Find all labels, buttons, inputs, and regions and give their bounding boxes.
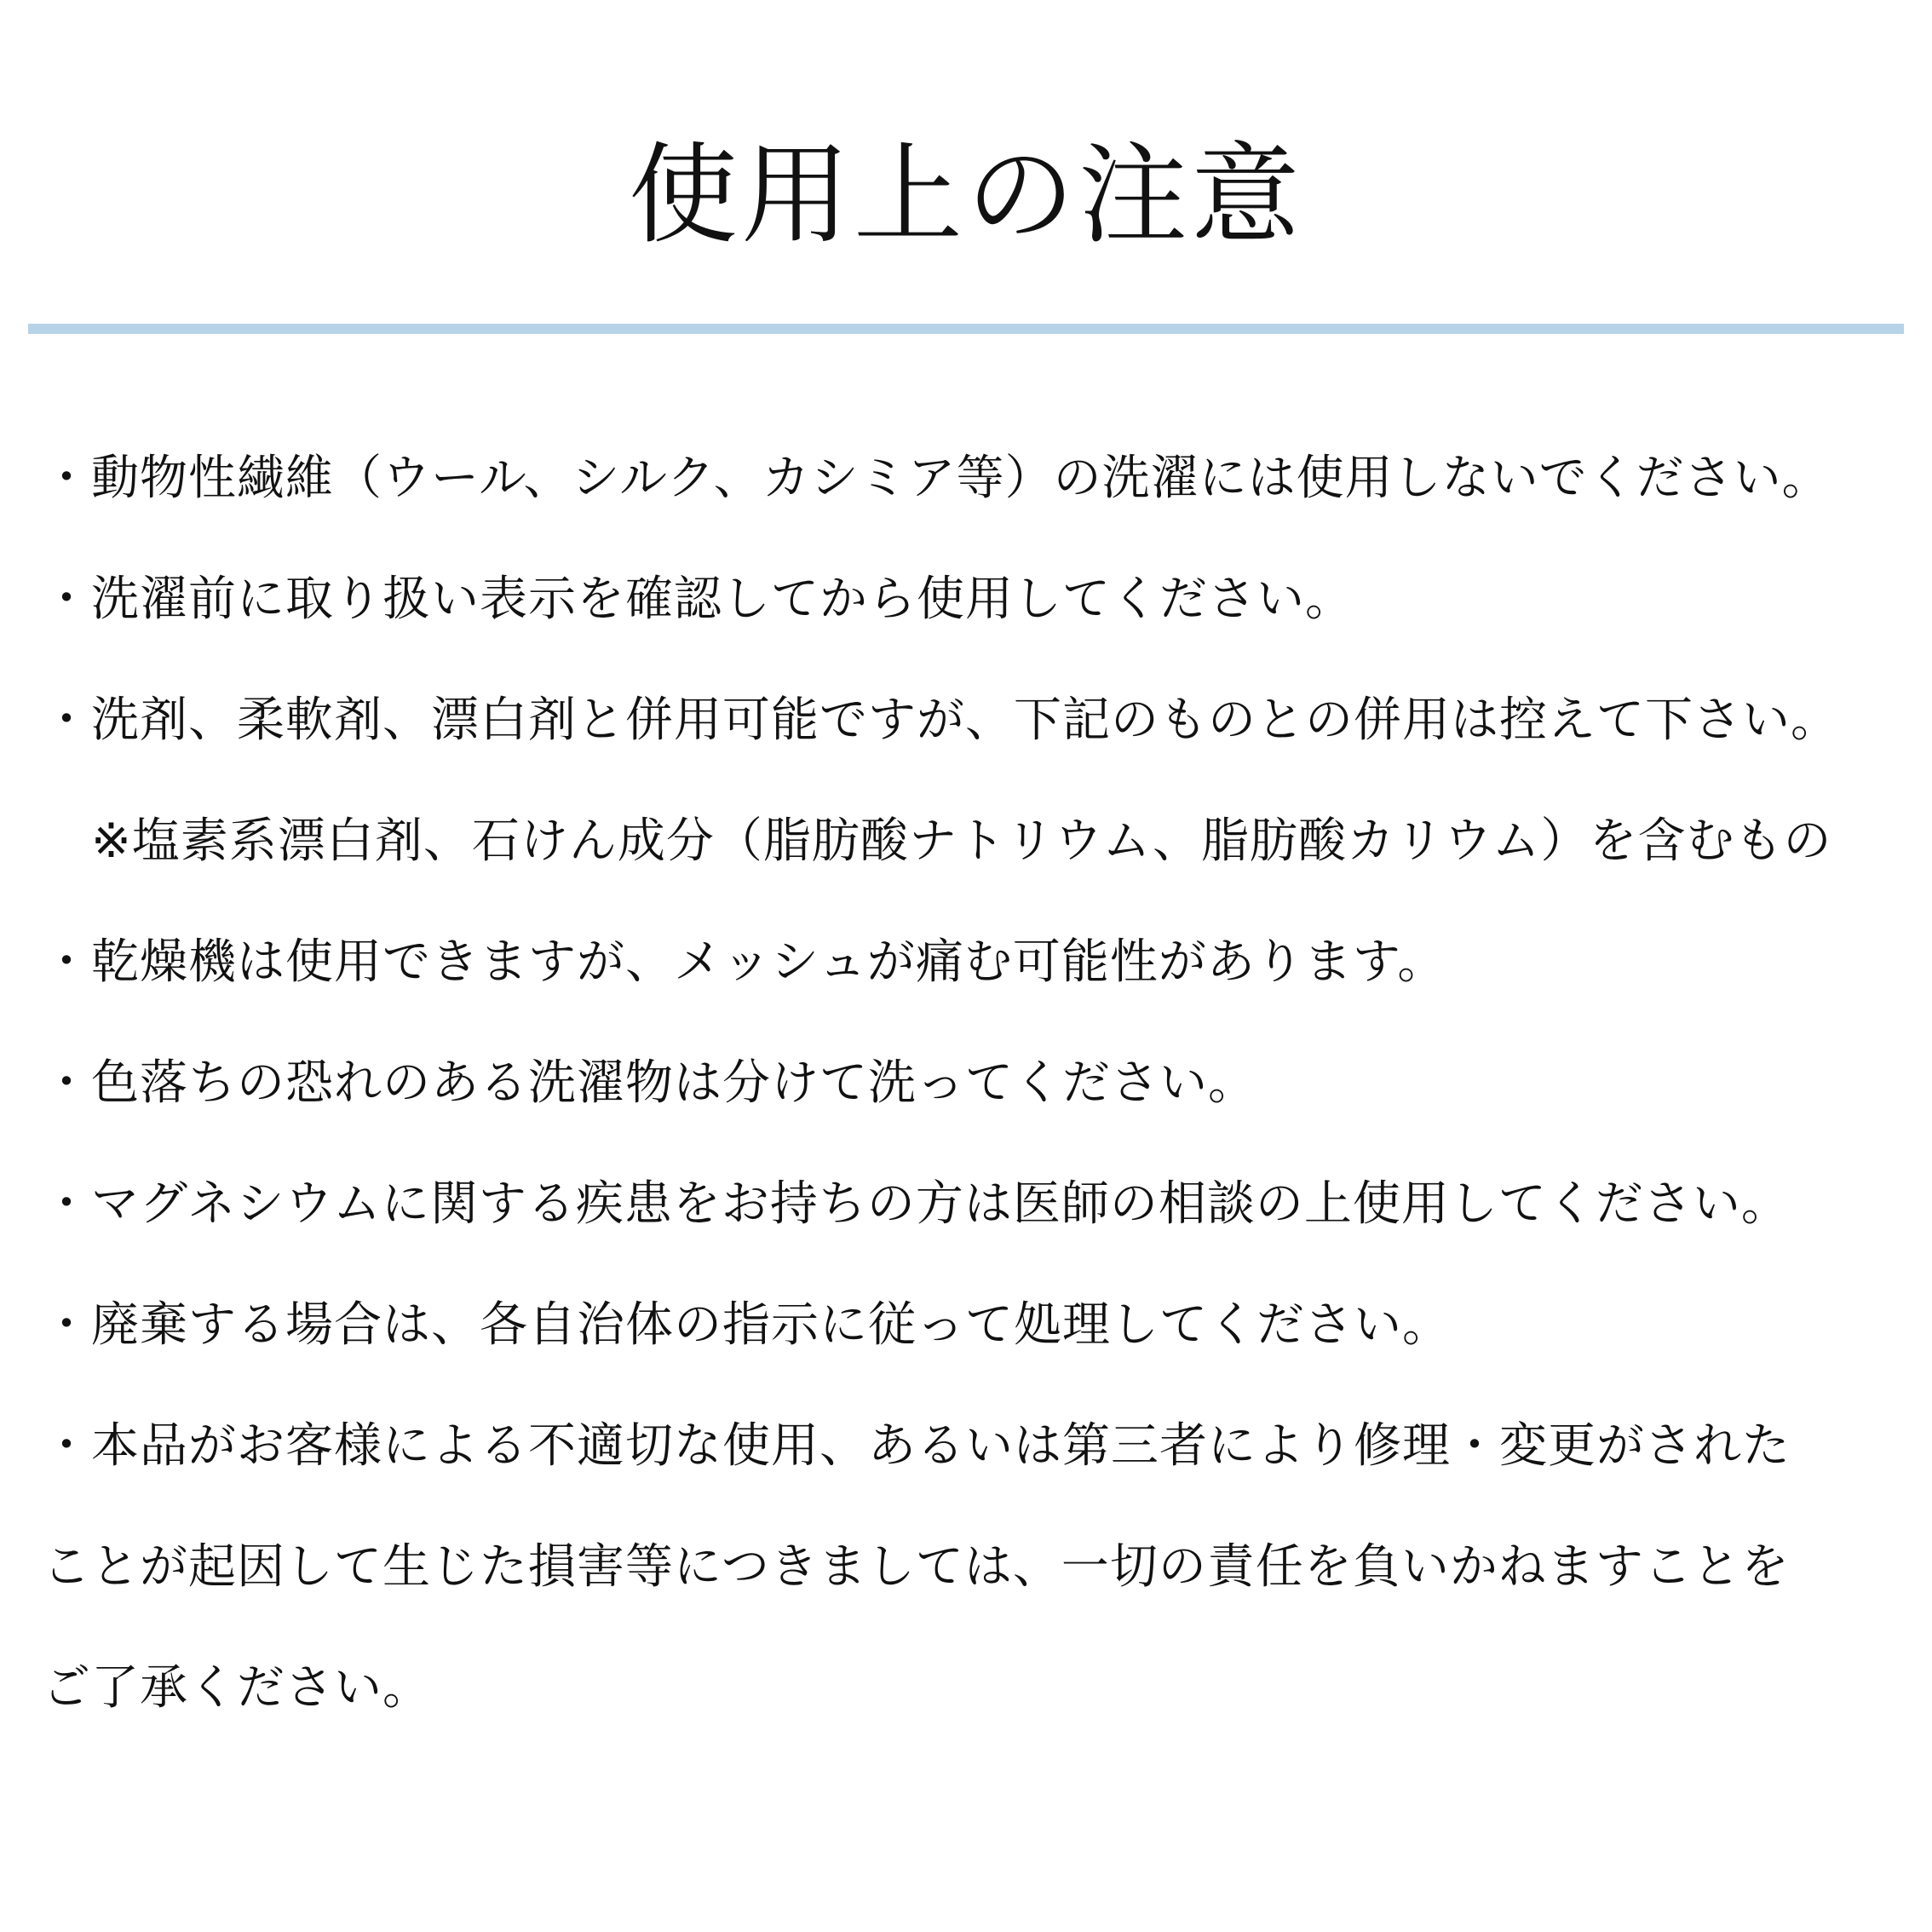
note-disposal: ・廃棄する場合は、各自治体の指示に従って処理してください。 [43,1297,1451,1353]
note-check-label: ・洗濯前に取り扱い表示を確認してから使用してください。 [43,572,1354,627]
note-liability-line-1: ・本品がお客様による不適切な使用、あるいは第三者により修理・変更がされた [43,1418,1791,1474]
note-detergent-exceptions: ※塩素系漂白剤、石けん成分（脂肪酸ナトリウム、脂肪酸カリウム）を含むもの [43,814,1832,869]
page-title: 使用上の注意 [628,132,1303,259]
note-animal-fiber: ・動物性繊維（ウール、シルク、カシミア等）の洗濯には使用しないでください。 [43,451,1831,506]
note-magnesium-health: ・マグネシウムに関する疾患をお持ちの方は医師の相談の上使用してください。 [43,1176,1790,1232]
note-color-bleeding: ・色落ちの恐れのある洗濯物は分けて洗ってください。 [43,1055,1256,1111]
note-liability-line-2: ことが起因して生じた損害等につきましては、一切の責任を負いかねますことを [43,1539,1790,1595]
note-detergent-combination: ・洗剤、柔軟剤、漂白剤と併用可能ですが、下記のものとの併用は控えて下さい。 [43,693,1839,748]
note-liability-line-3: ご了承ください。 [43,1660,431,1716]
title-divider [28,324,1904,334]
note-dryer: ・乾燥機は使用できますが、メッシュが痛む可能性があります。 [43,934,1446,990]
